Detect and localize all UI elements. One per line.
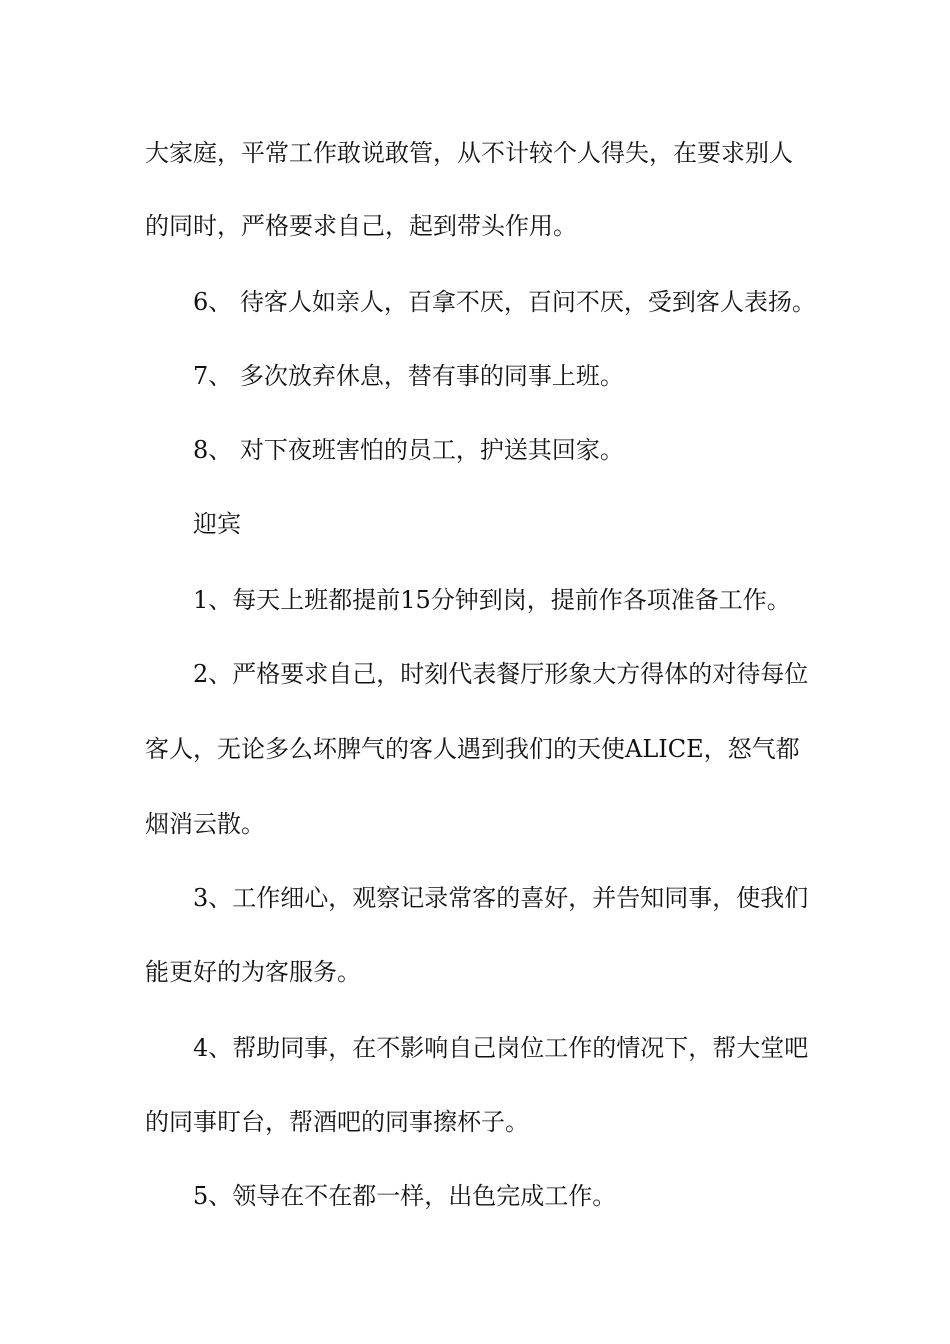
list-item: 2、严格要求自己，时刻代表餐厅形象大方得体的对待每位 — [193, 660, 809, 688]
text-line: 烟消云散。 — [145, 810, 265, 838]
list-item: 6、 待客人如亲人，百拿不厌，百问不厌，受到客人表扬。 — [193, 288, 816, 316]
list-item: 1、每天上班都提前15分钟到岗，提前作各项准备工作。 — [193, 586, 791, 614]
text-line: 大家庭，平常工作敢说敢管，从不计较个人得失，在要求别人 — [145, 139, 793, 167]
text-line: 的同事盯台，帮酒吧的同事擦杯子。 — [145, 1108, 529, 1136]
text-line: 客人，无论多么坏脾气的客人遇到我们的天使ALICE，怒气都 — [145, 735, 800, 763]
list-item: 7、 多次放弃休息，替有事的同事上班。 — [193, 362, 624, 390]
list-item: 8、 对下夜班害怕的员工，护送其回家。 — [193, 436, 624, 464]
list-item: 4、帮助同事，在不影响自己岗位工作的情况下，帮大堂吧 — [193, 1034, 809, 1062]
list-item: 5、领导在不在都一样，出色完成工作。 — [193, 1182, 617, 1210]
text-line: 能更好的为客服务。 — [145, 958, 361, 986]
section-heading: 迎宾 — [193, 510, 241, 538]
text-line: 的同时，严格要求自己，起到带头作用。 — [145, 212, 577, 240]
list-item: 3、工作细心，观察记录常客的喜好，并告知同事，使我们 — [193, 884, 809, 912]
